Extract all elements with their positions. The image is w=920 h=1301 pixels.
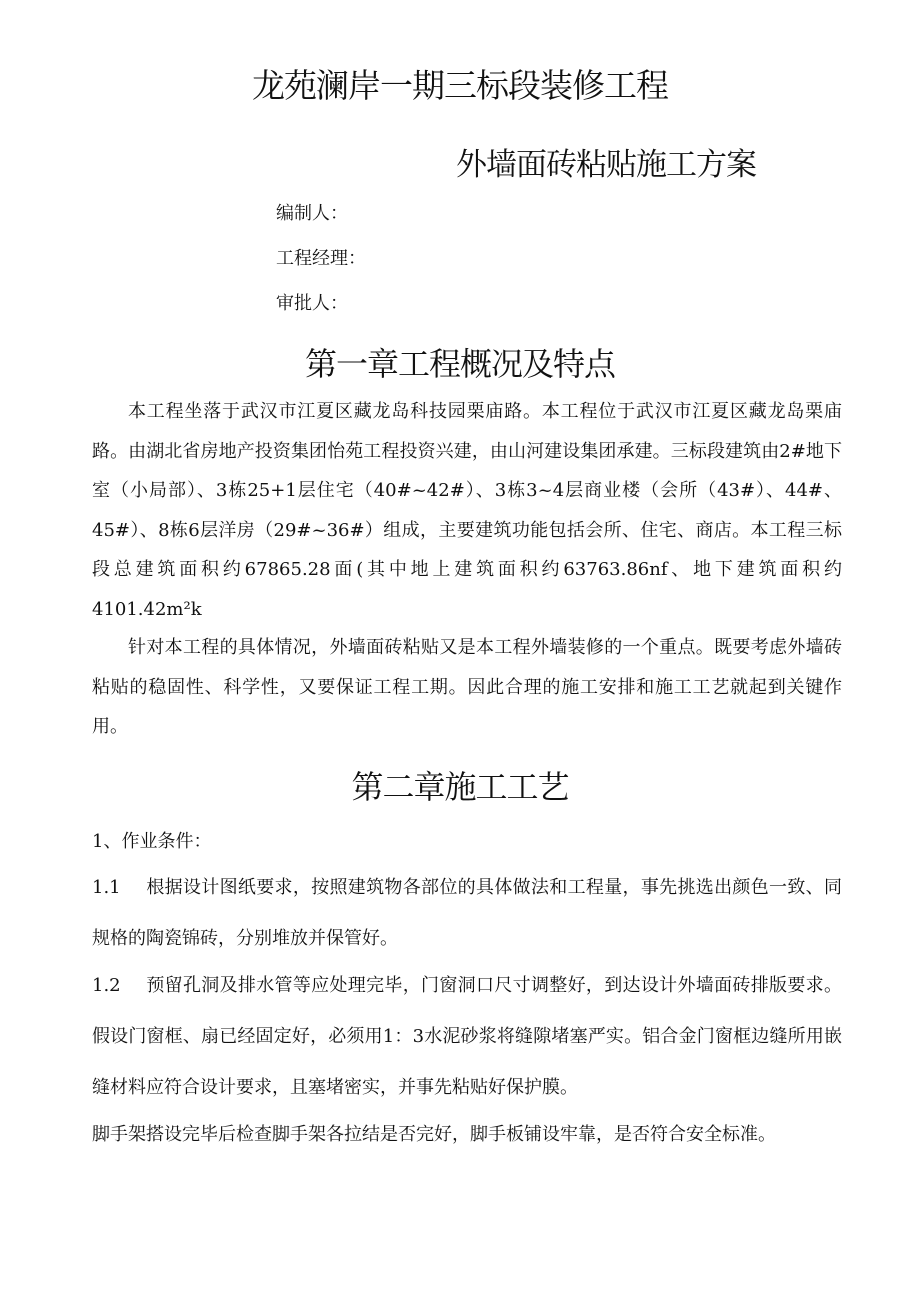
- signature-project-manager: 工程经理：: [276, 248, 366, 269]
- item-text: 根据设计图纸要求，按照建筑物各部位的具体做法和工程量，事先挑选出颜色一致、同规格的陶瓷锦砖，分别堆放并保管好。: [92, 877, 842, 949]
- signature-compiler: 编制人：: [276, 203, 348, 224]
- chapter1-heading: 第一章工程概况及特点: [304, 345, 615, 383]
- section-title: 1、作业条件：: [92, 831, 212, 852]
- scaffold-check-line: 脚手架搭设完毕后检查脚手架各拉结是否完好，脚手板铺设牢靠，是否符合安全标准。: [92, 1124, 776, 1145]
- document-subtitle: 外墙面砖粘贴施工方案: [456, 147, 756, 183]
- chapter1-paragraph1: 本工程坐落于武汉市江夏区藏龙岛科技园栗庙路。本工程位于武汉市江夏区藏龙岛栗庙路。由湖北省房地产投资集团怡苑工程投资兴建，由山河建设集团承建。三标段建筑由2#地下室（小局部）、3栋25+1层住宅（40#~42#）、3栋3~4层商业楼（会所（43#）、44#、45#）、8栋6层洋房（29#~36#）组成，主要建筑功能包括会所、住宅、商店。本工程三标段总建筑面积约67865.28面(其中地上建筑面积约63763.86nf、地下建筑面积约4101.42m²k: [92, 401, 842, 620]
- document-title: 龙苑澜岸一期三标段装修工程: [252, 66, 668, 105]
- chapter2-heading: 第二章施工工艺: [351, 768, 569, 806]
- list-item: [92, 960, 842, 1113]
- chapter1-paragraph2: 针对本工程的具体情况，外墙面砖粘贴又是本工程外墙装修的一个重点。既要考虑外墙砖粘贴的稳固性、科学性，又要保证工程工期。因此合理的施工安排和施工工艺就起到关键作用。: [92, 637, 842, 737]
- item-number: 1.1: [92, 877, 121, 898]
- item-number: 1.2: [92, 975, 121, 996]
- signature-approver: 审批人：: [276, 293, 348, 314]
- item-text: 预留孔洞及排水管等应处理完毕，门窗洞口尺寸调整好，到达设计外墙面砖排版要求。假设门窗框、扇已经固定好，必须用1：3水泥砂浆将缝隙堵塞严实。铝合金门窗框边缝所用嵌缝材料应符合设计要求，且塞堵密实，并事先粘贴好保护膜。: [92, 975, 842, 1098]
- list-item: [92, 862, 842, 964]
